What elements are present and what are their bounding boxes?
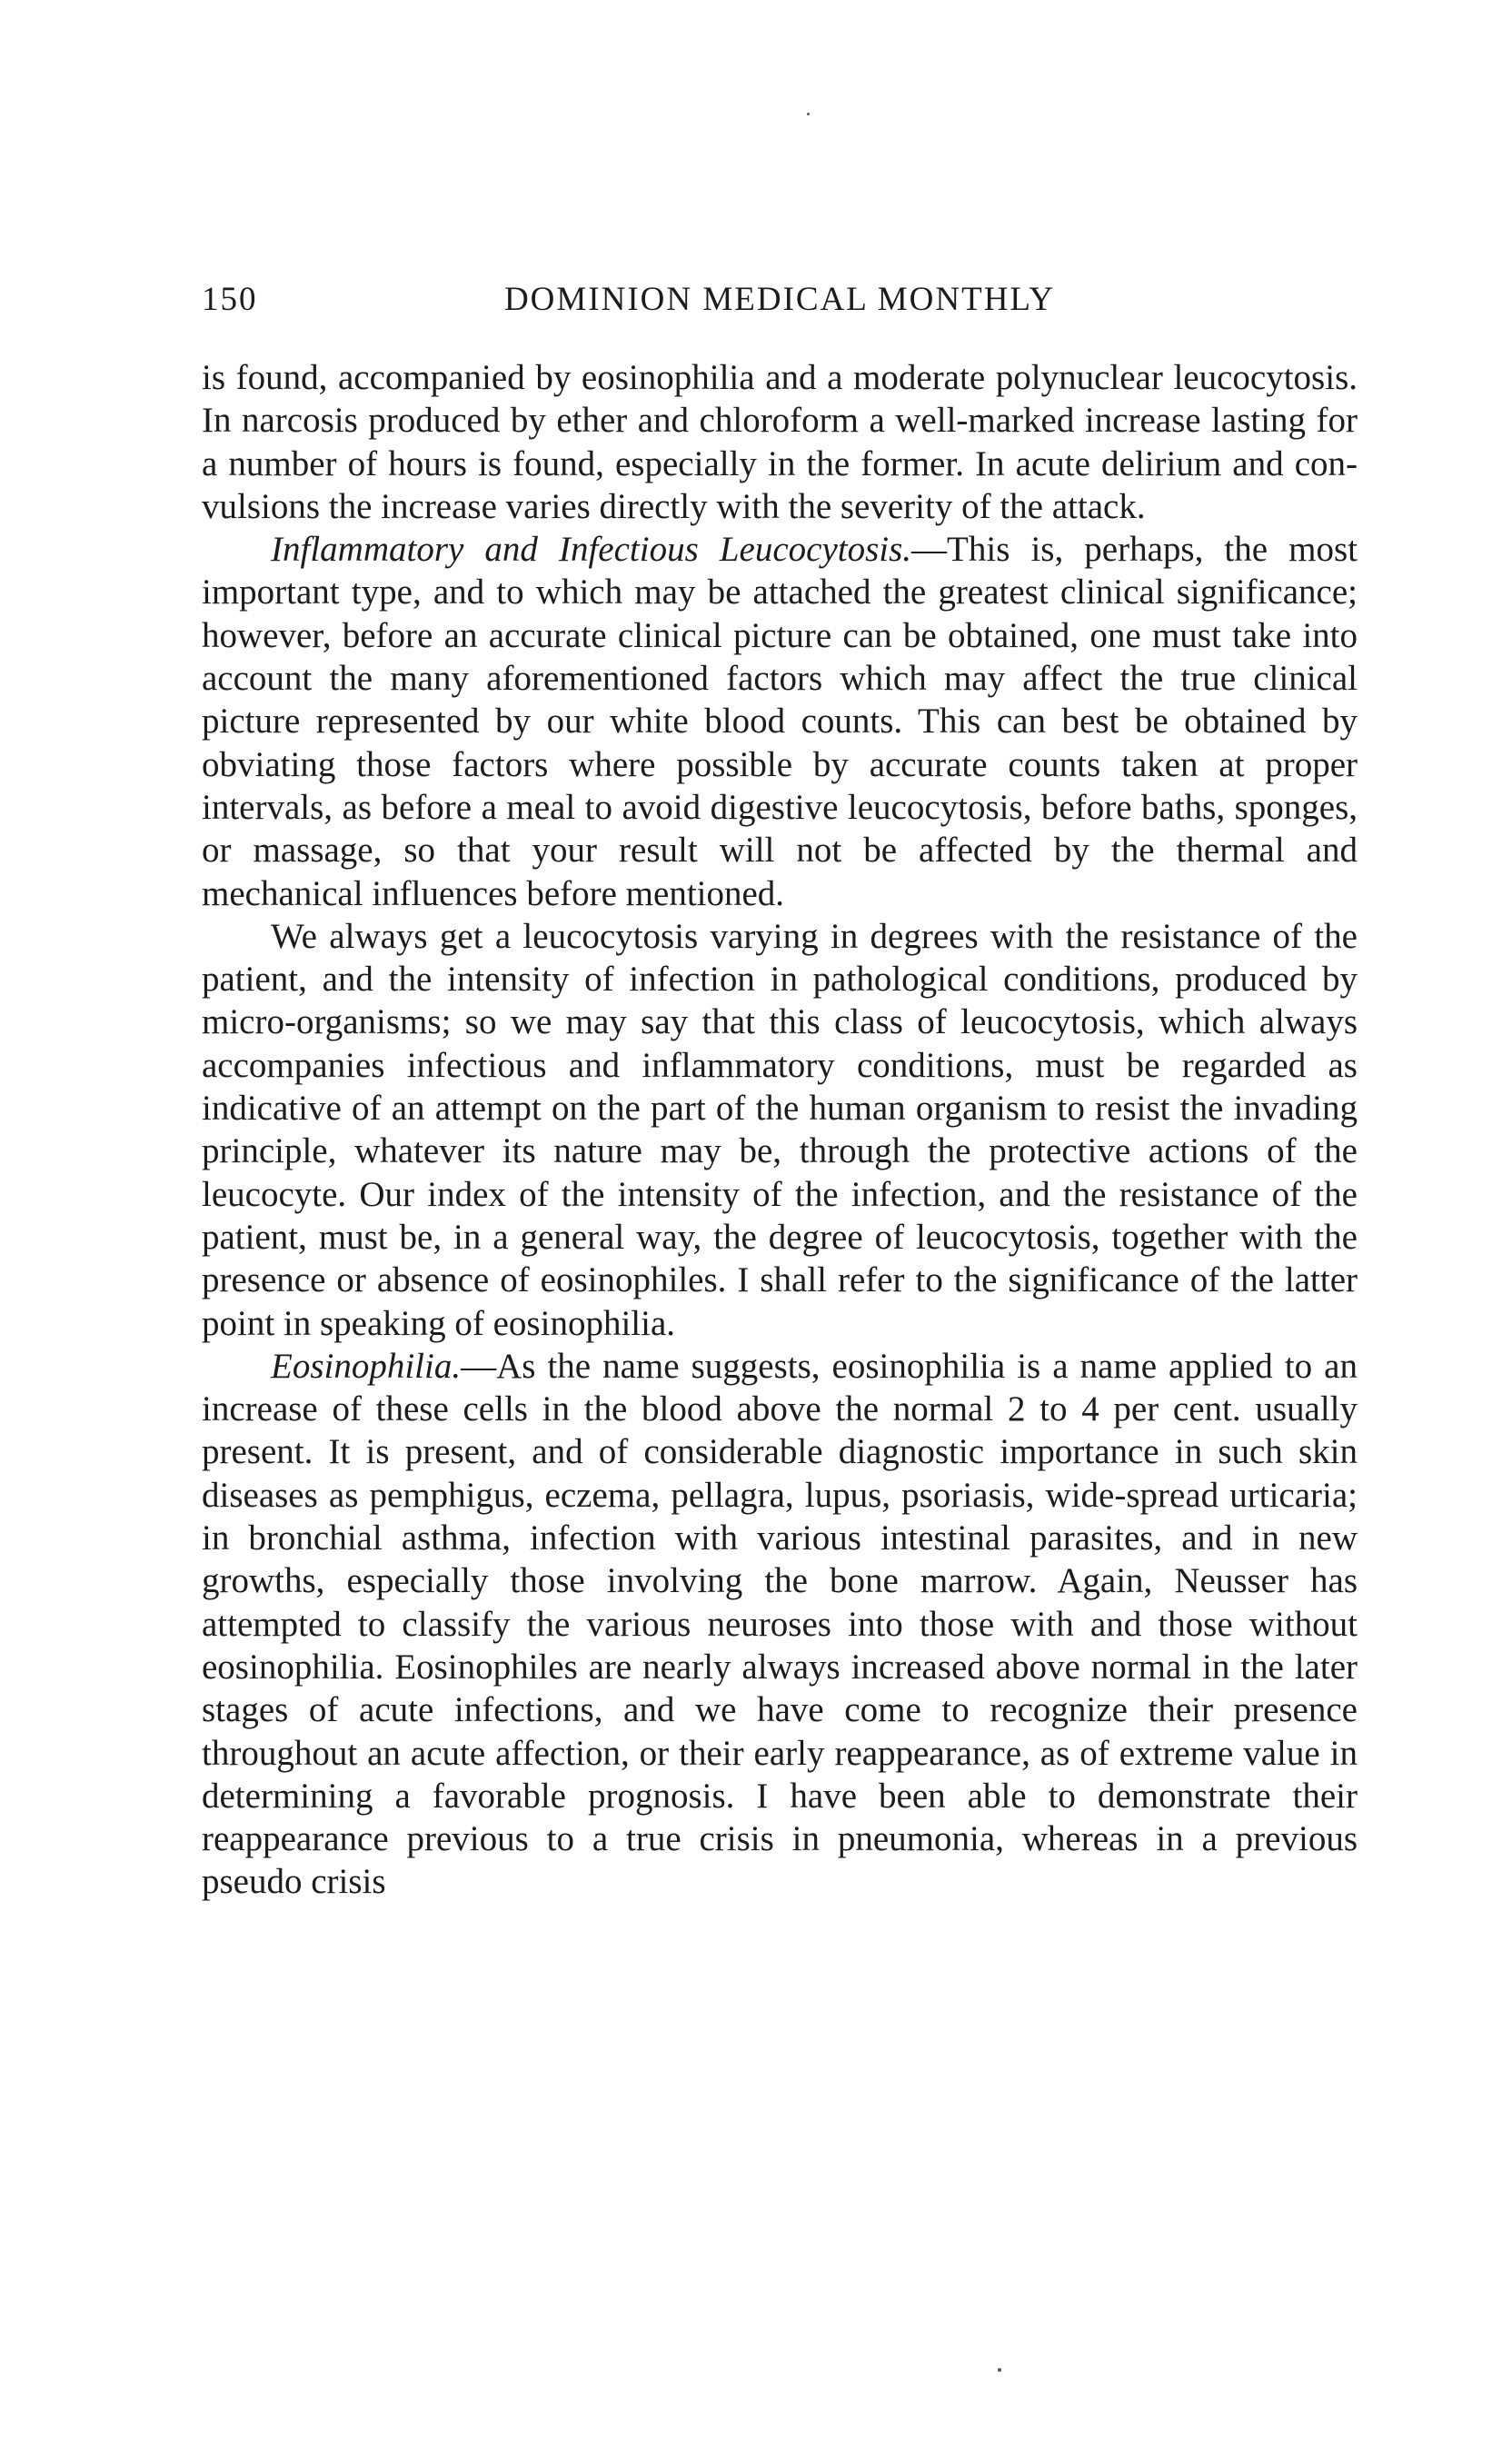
paragraph-text: We always get a leucocytosis varying in degrees with the resistance of the patient, and the intensity of infection in pathological conditions, produced by micro-organisms; so we may say that this class of leucocytosis, which always accompanies infectious and inflammatory conditions, must be regarded as indicative of an attempt on the part of the human organism to resist the invading principle, whatever its nature may be, through the protective actions of the leucocyte. Our index of the intensity of the infection, and the resistance of the patient, must be, in a general way, the degree of leucocytosis, together with the presence or absence of eosinophiles. I shall refer to the significance of the latter point in speaking of eosinophilia.	[202, 916, 1358, 1343]
paragraph-inflammatory-leucocytosis	[202, 528, 1358, 915]
section-heading-inflammatory: Inflammatory and Infectious Leucocytosis.	[271, 530, 912, 570]
paragraph-text: —This is, perhaps, the most important type, and to which may be attached the greatest clinical significance; however, before an accurate clinical picture can be obtained, one must take into account the many aforementioned factors which may affect the true clinical picture represented by our white blood counts. This can best be obtained by obviating those factors where possible by accurate counts taken at proper intervals, as before a meal to avoid digestive leucocytosis, before baths, sponges, or massage, so that your result will not be affected by the thermal and mechanical influences before mentioned.	[202, 530, 1358, 913]
journal-title: DOMINION MEDICAL MONTHLY	[503, 281, 1056, 318]
paragraph-text: is found, accompanied by eosinophilia and a moderate polynuclear leucocytosis. In narcosis produced by ether and chloroform a well-marked increase lasting for a number of hours is found, especially in the former. In acute delirium and convulsions the increase varies directly with the severity of the attack.	[202, 358, 1358, 526]
running-head	[202, 273, 1358, 327]
paragraph-resistance	[202, 915, 1358, 1345]
page-number: 150	[202, 281, 258, 318]
article-body	[202, 356, 1358, 1904]
paragraph-continuation	[202, 356, 1358, 528]
paper-speck	[807, 113, 810, 115]
paragraph-text: —As the name suggests, eosinophilia is a name applied to an increase of these cells in the blood above the normal 2 to 4 per cent. usually present. It is present, and of considerable diagnostic importance in such skin diseases as pemphigus, eczema, pellagra, lupus, psoriasis, wide-spread urticaria; in bronchial asthma, infection with various intestinal parasites, and in new growths, especially those involving the bone marrow. Again, Neusser has attempted to classify the various neuroses into those with and those without eosinophilia. Eosinophiles are nearly always increased above normal in the later stages of acute infections, and we have come to recognize their presence throughout an acute affection, or their early reappearance, as of extreme value in determining a favorable prognosis. I have been able to demonstrate their reappearance previous to a true crisis in pneumonia, whereas in a previous pseudo crisis	[202, 1346, 1358, 1902]
paragraph-eosinophilia	[202, 1345, 1358, 1904]
paper-speck	[998, 2368, 1001, 2372]
section-heading-eosinophilia: Eosinophilia.	[271, 1346, 462, 1386]
